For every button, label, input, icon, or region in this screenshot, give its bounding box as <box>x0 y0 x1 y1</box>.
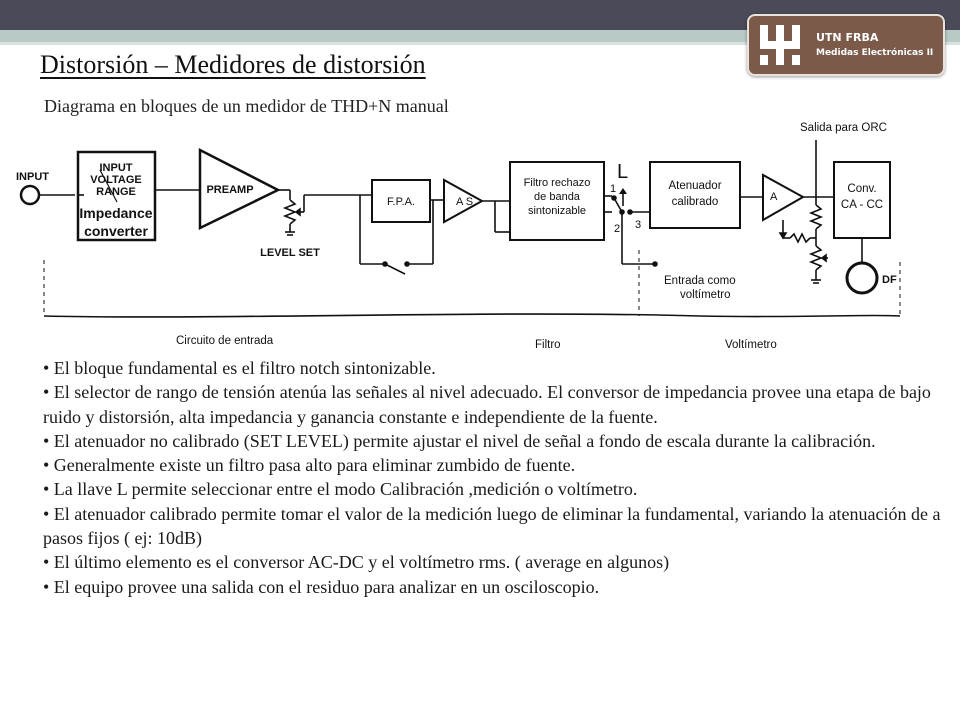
switch-pos2: 2 <box>614 223 621 235</box>
section-dividers <box>44 250 639 316</box>
voltmeter-input-line1: Entrada como <box>664 275 736 287</box>
df-meter-icon <box>847 263 877 293</box>
input-terminal <box>21 186 75 204</box>
notch-line3: sintonizable <box>527 205 587 217</box>
as-label: A S <box>456 196 474 208</box>
selector-switch-l[interactable] <box>612 188 650 214</box>
switch-pos3: 3 <box>635 219 642 231</box>
level-set-pot <box>278 190 372 235</box>
bullet-item: • El equipo provee una salida con el residuo para analizar en un osciloscopio. <box>43 576 600 597</box>
input-range-line3: RANGE <box>96 186 136 198</box>
calibrated-attenuator-block <box>650 162 740 228</box>
thd-meter-block-diagram <box>0 112 960 357</box>
output-amp-triangle <box>763 175 803 220</box>
conv-line2: CA - CC <box>840 199 884 211</box>
voltmeter-input-line2: voltímetro <box>680 289 731 301</box>
bullet-item: • La llave L permite seleccionar entre el modo Calibración ,medición o voltímetro. <box>43 479 638 500</box>
conv-line1: Conv. <box>847 183 877 195</box>
notch-line2: de banda <box>534 191 580 203</box>
diagram-caption: Diagrama en bloques de un medidor de THD+N manual <box>44 96 449 116</box>
section-bracket <box>44 314 900 317</box>
utn-logo <box>747 14 945 76</box>
bullet-item: • El atenuador no calibrado (SET LEVEL) permite ajustar el nivel de señal a fondo de escala durante la calibración. <box>43 430 876 451</box>
preamp-label: PREAMP <box>206 184 254 196</box>
input-label: INPUT <box>16 171 49 183</box>
output-label: Salida para ORC <box>800 122 887 134</box>
utn-emblem-icon <box>757 22 803 68</box>
feedback-network <box>780 197 828 283</box>
attenuator-line2: calibrado <box>671 196 719 208</box>
meter-label: DF <box>882 274 897 286</box>
impedance-line1: Impedance <box>79 205 153 221</box>
slide-title: Distorsión – Medidores de distorsión <box>40 50 426 79</box>
amp-label: A <box>770 191 778 203</box>
bullet-item: • Generalmente existe un filtro pasa alto para eliminar zumbido de fuente. <box>43 455 576 476</box>
impedance-line2: converter <box>84 223 148 239</box>
section-input-label: Circuito de entrada <box>176 335 274 347</box>
logo-title: UTN FRBA <box>816 31 879 44</box>
bullet-item: • El selector de rango de tensión atenúa las señales al nivel adecuado. El conversor de impedancia provee una etapa de bajo ruido y distorsión, alta impedancia y ganancia constante e independiente de la fuente. <box>43 382 931 427</box>
section-filter-label: Filtro <box>535 339 561 351</box>
bullet-item: • El bloque fundamental es el filtro notch sintonizable. <box>43 358 436 378</box>
input-range-line2: VOLTAGE <box>90 174 142 186</box>
bullet-list <box>43 356 943 599</box>
fpa-label: F.P.A. <box>387 196 415 208</box>
attenuator-line1: Atenuador <box>668 180 722 192</box>
input-range-line1: INPUT <box>99 162 133 174</box>
notch-line1: Filtro rechazo <box>523 177 591 189</box>
bullet-item: • El atenuador calibrado permite tomar el valor de la medición luego de eliminar la fundamental, variando la atenuación de a pasos fijos ( ej: 10dB) <box>43 503 941 549</box>
bullet-item: • El último elemento es el conversor AC-DC y el voltímetro rms. ( average en algunos) <box>43 552 670 573</box>
switch-pos1: 1 <box>610 183 617 195</box>
level-set-label: LEVEL SET <box>260 247 320 259</box>
logo-subtitle: Medidas Electrónicas II <box>816 48 934 58</box>
section-voltmeter-label: Voltímetro <box>725 339 777 351</box>
switch-label: L <box>617 161 629 183</box>
